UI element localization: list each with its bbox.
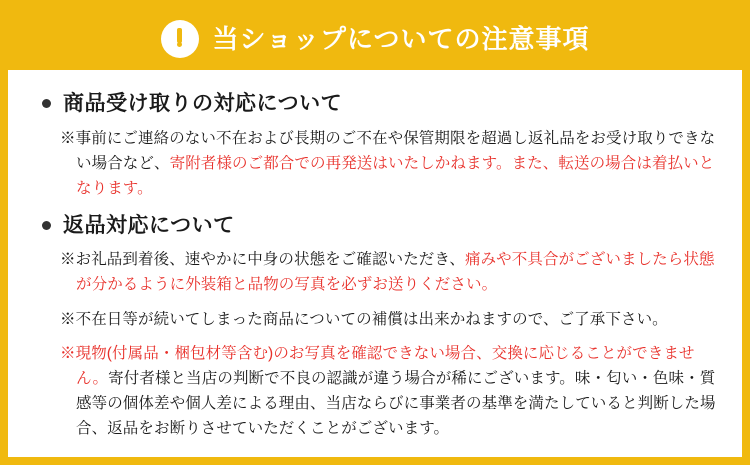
section-title: 商品受け取りの対応について xyxy=(63,92,343,115)
text-segment: 寄付者様と当店の判断で不良の認識が違う場合が稀にございます。味・匂い・色味・質感等の個体差や個人差による理由、当店ならびに事業者の基準を満たしていると判断した場合、返品をお断りさせていただくことがございます。 xyxy=(76,369,716,437)
notice-inner xyxy=(8,8,742,457)
text-segment-highlight: 痛みや不具合がございましたら状態が分かるように外装箱と品物の写真を必ずお送りください。 xyxy=(76,251,715,294)
section-title: 返品対応について xyxy=(63,213,235,237)
bullet-icon xyxy=(42,99,51,108)
notice-header xyxy=(8,8,742,70)
notice-body xyxy=(8,70,742,457)
exclamation-circle-icon xyxy=(161,20,199,58)
bullet-icon xyxy=(42,221,51,230)
section-returns xyxy=(34,210,716,441)
text-segment: ※不在日等が続いてしまった商品についての補償は出来かねますので、ご了承下さい。 xyxy=(60,310,668,328)
text-segment-highlight: 寄附者様のご都合での再発送はいたしかねます。また、転送の場合は着払いとなります。 xyxy=(76,154,715,197)
paragraph xyxy=(34,307,716,332)
paragraph xyxy=(34,247,716,297)
section-heading xyxy=(34,210,716,242)
section-pickup xyxy=(34,88,716,201)
text-segment: ※事前にご連絡のない不在および長期のご不在や保管期限を超過し返礼品をお受け取りできない場合など、 xyxy=(60,129,716,172)
text-segment-highlight: ※現物(付属品・梱包材等含む)のお写真を確認できない場合、交換に応じることができません。 xyxy=(60,344,695,387)
paragraph xyxy=(34,126,716,201)
text-segment: ※お礼品到着後、速やかに中身の状態をご確認いただき、 xyxy=(60,251,465,269)
page-title: 当ショップについての注意事項 xyxy=(212,24,590,54)
paragraph xyxy=(34,341,716,441)
section-heading xyxy=(34,88,716,120)
